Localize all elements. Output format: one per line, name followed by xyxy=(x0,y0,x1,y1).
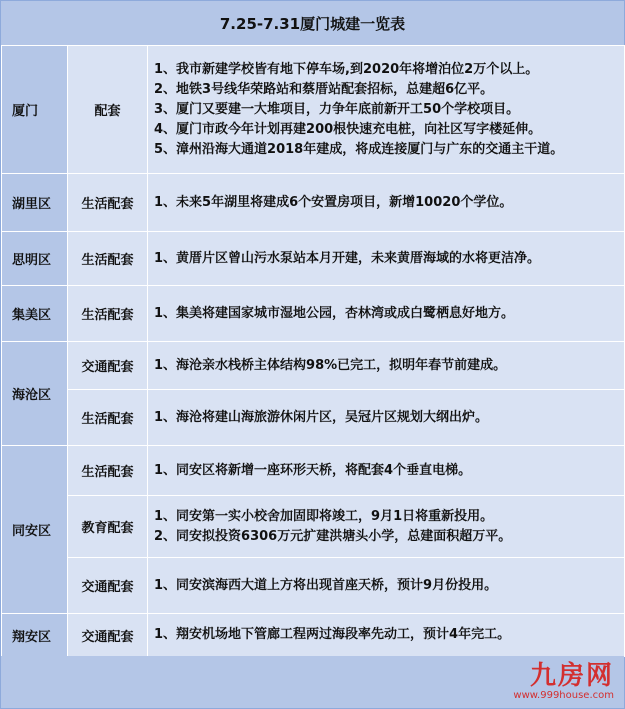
category-cell: 生活配套 xyxy=(68,286,148,342)
district-cell: 海沧区 xyxy=(2,342,68,446)
category-cell: 生活配套 xyxy=(68,390,148,446)
district-cell: 翔安区 xyxy=(2,614,68,657)
content-line: 1、未来5年湖里将建成6个安置房项目，新增10020个学位。 xyxy=(154,194,513,210)
content-cell xyxy=(148,446,625,496)
content-line: 4、厦门市政今年计划再建200根快速充电桩，向社区写字楼延伸。 xyxy=(154,121,542,137)
content-cell xyxy=(148,46,625,174)
district-cell: 同安区 xyxy=(2,446,68,614)
content-cell xyxy=(148,558,625,614)
table-row-haicang-living xyxy=(2,390,625,446)
content-cell xyxy=(148,342,625,390)
watermark-url: www.999house.com xyxy=(513,690,614,701)
table-row-xiamen xyxy=(2,46,625,174)
watermark-logo xyxy=(513,662,614,702)
content-line: 2、地铁3号线华荣路站和蔡厝站配套招标，总建超6亿平。 xyxy=(154,81,494,97)
table-title: 7.25-7.31厦门城建一览表 xyxy=(1,1,624,45)
content-cell xyxy=(148,286,625,342)
content-line: 1、海沧将建山海旅游休闲片区，吴冠片区规划大纲出炉。 xyxy=(154,409,489,425)
district-cell: 湖里区 xyxy=(2,174,68,232)
content-line: 1、翔安机场地下管廊工程两过海段率先动工，预计4年完工。 xyxy=(154,627,511,642)
content-line: 1、同安区将新增一座环形天桥，将配套4个垂直电梯。 xyxy=(154,462,472,478)
table-row-xiangan xyxy=(2,614,625,657)
category-cell: 生活配套 xyxy=(68,446,148,496)
content-line: 1、集美将建国家城市湿地公园，杏林湾或成白鹭栖息好地方。 xyxy=(154,305,515,321)
content-line: 1、同安滨海西大道上方将出现首座天桥，预计9月份投用。 xyxy=(154,577,498,593)
content-line: 1、同安第一实小校舍加固即将竣工，9月1日将重新投用。 xyxy=(154,508,494,524)
table-row-haicang-transport xyxy=(2,342,625,390)
district-cell: 思明区 xyxy=(2,232,68,286)
category-cell: 生活配套 xyxy=(68,174,148,232)
category-cell: 交通配套 xyxy=(68,614,148,657)
content-cell xyxy=(148,614,625,657)
table-row-tongan-education xyxy=(2,496,625,558)
construction-table xyxy=(1,45,625,657)
watermark-brand: 九房网 xyxy=(529,661,614,691)
table-row-tongan-transport xyxy=(2,558,625,614)
table-row-huli xyxy=(2,174,625,232)
table-row-jimei xyxy=(2,286,625,342)
content-line: 1、我市新建学校皆有地下停车场,到2020年将增泊位2万个以上。 xyxy=(154,61,539,77)
category-cell: 配套 xyxy=(68,46,148,174)
table-row-siming xyxy=(2,232,625,286)
content-line: 2、同安拟投资6306万元扩建洪塘头小学，总建面积超万平。 xyxy=(154,528,512,544)
content-cell xyxy=(148,232,625,286)
content-line: 3、厦门又要建一大堆项目，力争年底前新开工50个学校项目。 xyxy=(154,101,520,117)
district-cell: 厦门 xyxy=(2,46,68,174)
table-footer-band xyxy=(1,656,624,708)
category-cell: 生活配套 xyxy=(68,232,148,286)
content-line: 1、黄厝片区曾山污水泵站本月开建，未来黄厝海域的水将更洁净。 xyxy=(154,250,541,266)
content-line: 5、漳州沿海大通道2018年建成，将成连接厦门与广东的交通主干道。 xyxy=(154,141,564,157)
content-cell xyxy=(148,390,625,446)
category-cell: 交通配套 xyxy=(68,342,148,390)
table-row-tongan-living xyxy=(2,446,625,496)
content-cell xyxy=(148,174,625,232)
content-cell xyxy=(148,496,625,558)
category-cell: 教育配套 xyxy=(68,496,148,558)
district-cell: 集美区 xyxy=(2,286,68,342)
category-cell: 交通配套 xyxy=(68,558,148,614)
content-line: 1、海沧亲水栈桥主体结构98%已完工，拟明年春节前建成。 xyxy=(154,357,507,373)
